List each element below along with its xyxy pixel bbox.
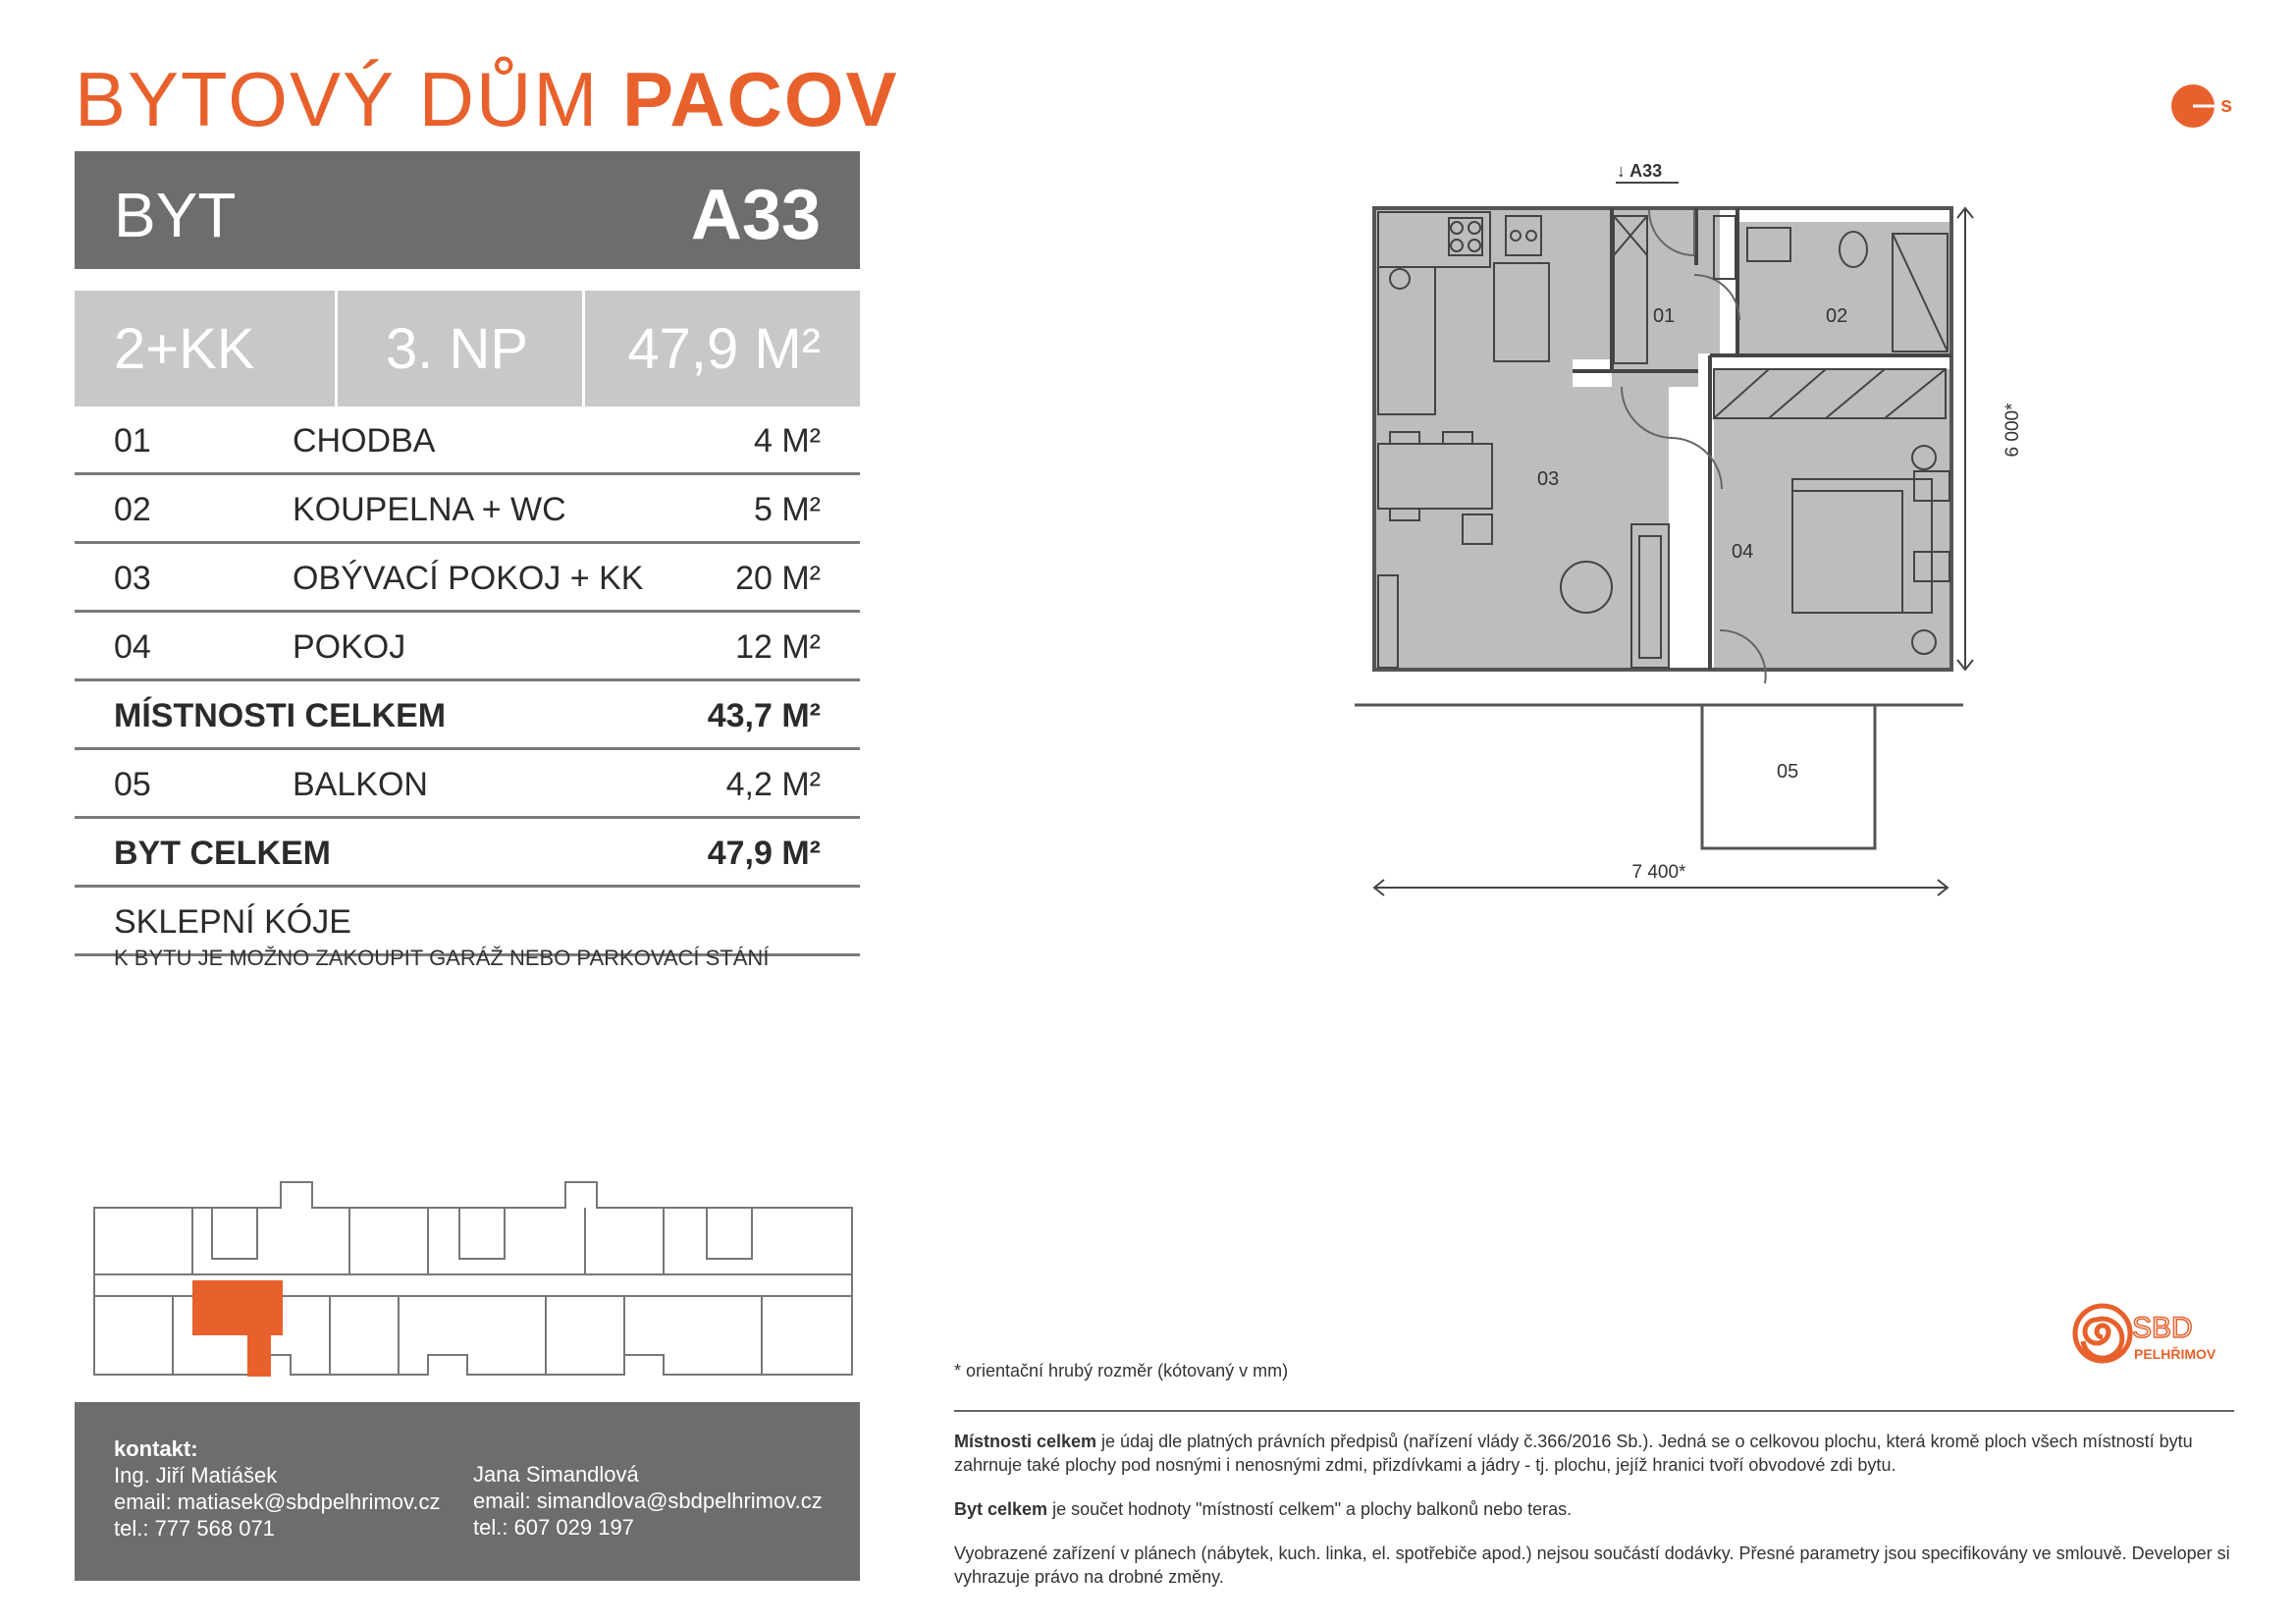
room-number: 04 [114, 628, 151, 666]
dimension-note: * orientační hrubý rozměr (kótovaný v mm) [954, 1361, 1289, 1380]
plan-hall [1612, 210, 1720, 387]
legal-notes [954, 1430, 2230, 1609]
unit-total-row [75, 819, 860, 888]
room-area: 20 M² [735, 560, 821, 597]
note-term: Byt celkem [954, 1499, 1048, 1519]
key-plan-outline [94, 1182, 852, 1375]
plan-label-02: 02 [1826, 305, 1848, 327]
notes-divider [954, 1410, 2234, 1412]
s-logo-letter: s [2220, 92, 2233, 117]
unit-total-label: BYT CELKEM [114, 835, 331, 872]
summary-divider [582, 291, 585, 406]
unit-area: 47,9 M² [627, 317, 821, 381]
unit-label: BYT [114, 180, 237, 250]
plan-label-03: 03 [1537, 468, 1560, 490]
key-plan-highlight [192, 1280, 283, 1377]
table-row [75, 613, 860, 681]
title-light: BYTOVÝ DŮM [75, 56, 600, 142]
room-area: 12 M² [735, 628, 821, 666]
plan-label-04: 04 [1732, 541, 1754, 563]
table-row [75, 544, 860, 613]
unit-layout: 2+KK [114, 317, 255, 381]
rooms-total-row [75, 681, 860, 750]
unit-summary-bar [75, 291, 860, 406]
plan-label-01: 01 [1653, 305, 1676, 327]
page-title [75, 56, 899, 142]
contact-box [75, 1402, 860, 1581]
sbd-logo [2073, 1302, 2240, 1371]
key-plan-stair [707, 1208, 752, 1259]
width-dimension: 7 400* [1631, 862, 1686, 883]
floor-plan [1355, 147, 2023, 913]
unit-marker: ↓ A33 [1616, 161, 1663, 181]
contact-email[interactable]: email: simandlova@sbdpelhrimov.cz [473, 1489, 823, 1513]
room-number: 03 [114, 560, 151, 597]
unit-code: A33 [690, 176, 821, 254]
contact-phone: tel.: 777 568 071 [114, 1516, 275, 1541]
contact-name: Jana Simandlová [473, 1462, 639, 1487]
cellar-label: SKLEPNÍ KÓJE [114, 903, 351, 941]
room-area: 4,2 M² [725, 766, 821, 803]
title-bold: PACOV [621, 56, 899, 142]
room-name: BALKON [293, 766, 428, 803]
key-plan [75, 1178, 860, 1384]
contact-phone: tel.: 607 029 197 [473, 1515, 634, 1540]
room-name: OBÝVACÍ POKOJ + KK [293, 560, 644, 597]
room-name: KOUPELNA + WC [293, 491, 566, 528]
unit-header-bar [75, 151, 860, 269]
table-row [75, 750, 860, 819]
plan-label-05: 05 [1777, 761, 1799, 783]
room-name: CHODBA [293, 422, 436, 460]
table-row [75, 406, 860, 475]
sbd-spiral [2083, 1319, 2122, 1358]
key-plan-stair [212, 1208, 257, 1259]
sbd-logo-bottom: PELHŘIMOV [2134, 1346, 2216, 1362]
rooms-total-area: 43,7 M² [707, 697, 821, 734]
room-number: 05 [114, 766, 151, 803]
s-logo [2171, 82, 2240, 132]
unit-total-area: 47,9 M² [707, 835, 821, 872]
contact-name: Ing. Jiří Matiášek [114, 1463, 278, 1488]
room-number: 02 [114, 491, 151, 528]
contact-person-2 [473, 1461, 823, 1541]
room-name: POKOJ [293, 628, 406, 666]
unit-floor: 3. NP [386, 317, 529, 381]
height-dimension: 6 000* [2002, 403, 2023, 458]
room-number: 01 [114, 422, 151, 460]
contact-email[interactable]: email: matiasek@sbdpelhrimov.cz [114, 1489, 441, 1514]
summary-divider [335, 291, 338, 406]
room-area: 5 M² [754, 491, 821, 528]
note-unit-total [954, 1497, 2230, 1521]
note-rooms-total [954, 1430, 2230, 1477]
contact-person-1 [114, 1435, 440, 1542]
table-row [75, 475, 860, 544]
sbd-logo-top: SBD [2132, 1312, 2193, 1344]
rooms-total-label: MÍSTNOSTI CELKEM [114, 697, 447, 734]
note-term: Místnosti celkem [954, 1432, 1097, 1451]
contact-heading: kontakt: [114, 1436, 198, 1461]
garage-note: K BYTU JE MOŽNO ZAKOUPIT GARÁŽ NEBO PARKOVACÍ STÁNÍ [114, 946, 770, 970]
rooms-table [75, 406, 860, 956]
key-plan-stair [459, 1208, 505, 1259]
room-area: 4 M² [754, 422, 821, 460]
note-text: je údaj dle platných právních předpisů (nařízení vlády č.366/2016 Sb.). Jedná se o celkovou plochu, která kromě ploch všech místností bytu zahrnuje také plochy pod nosnými i nenosnými zdmi, přizdívkami a jádry - tj. plochu, jejíž hranici tvoří obvodové zdi bytu. [954, 1432, 2193, 1475]
note-equipment: Vyobrazené zařízení v plánech (nábytek, kuch. linka, el. spotřebiče apod.) nejsou součástí dodávky. Přesné parametry jsou specifikovány ve smlouvě. Developer si vyhrazuje právo na drobné změny. [954, 1543, 2230, 1587]
note-text: je součet hodnoty "místností celkem" a plochy balkonů nebo teras. [1047, 1499, 1573, 1519]
